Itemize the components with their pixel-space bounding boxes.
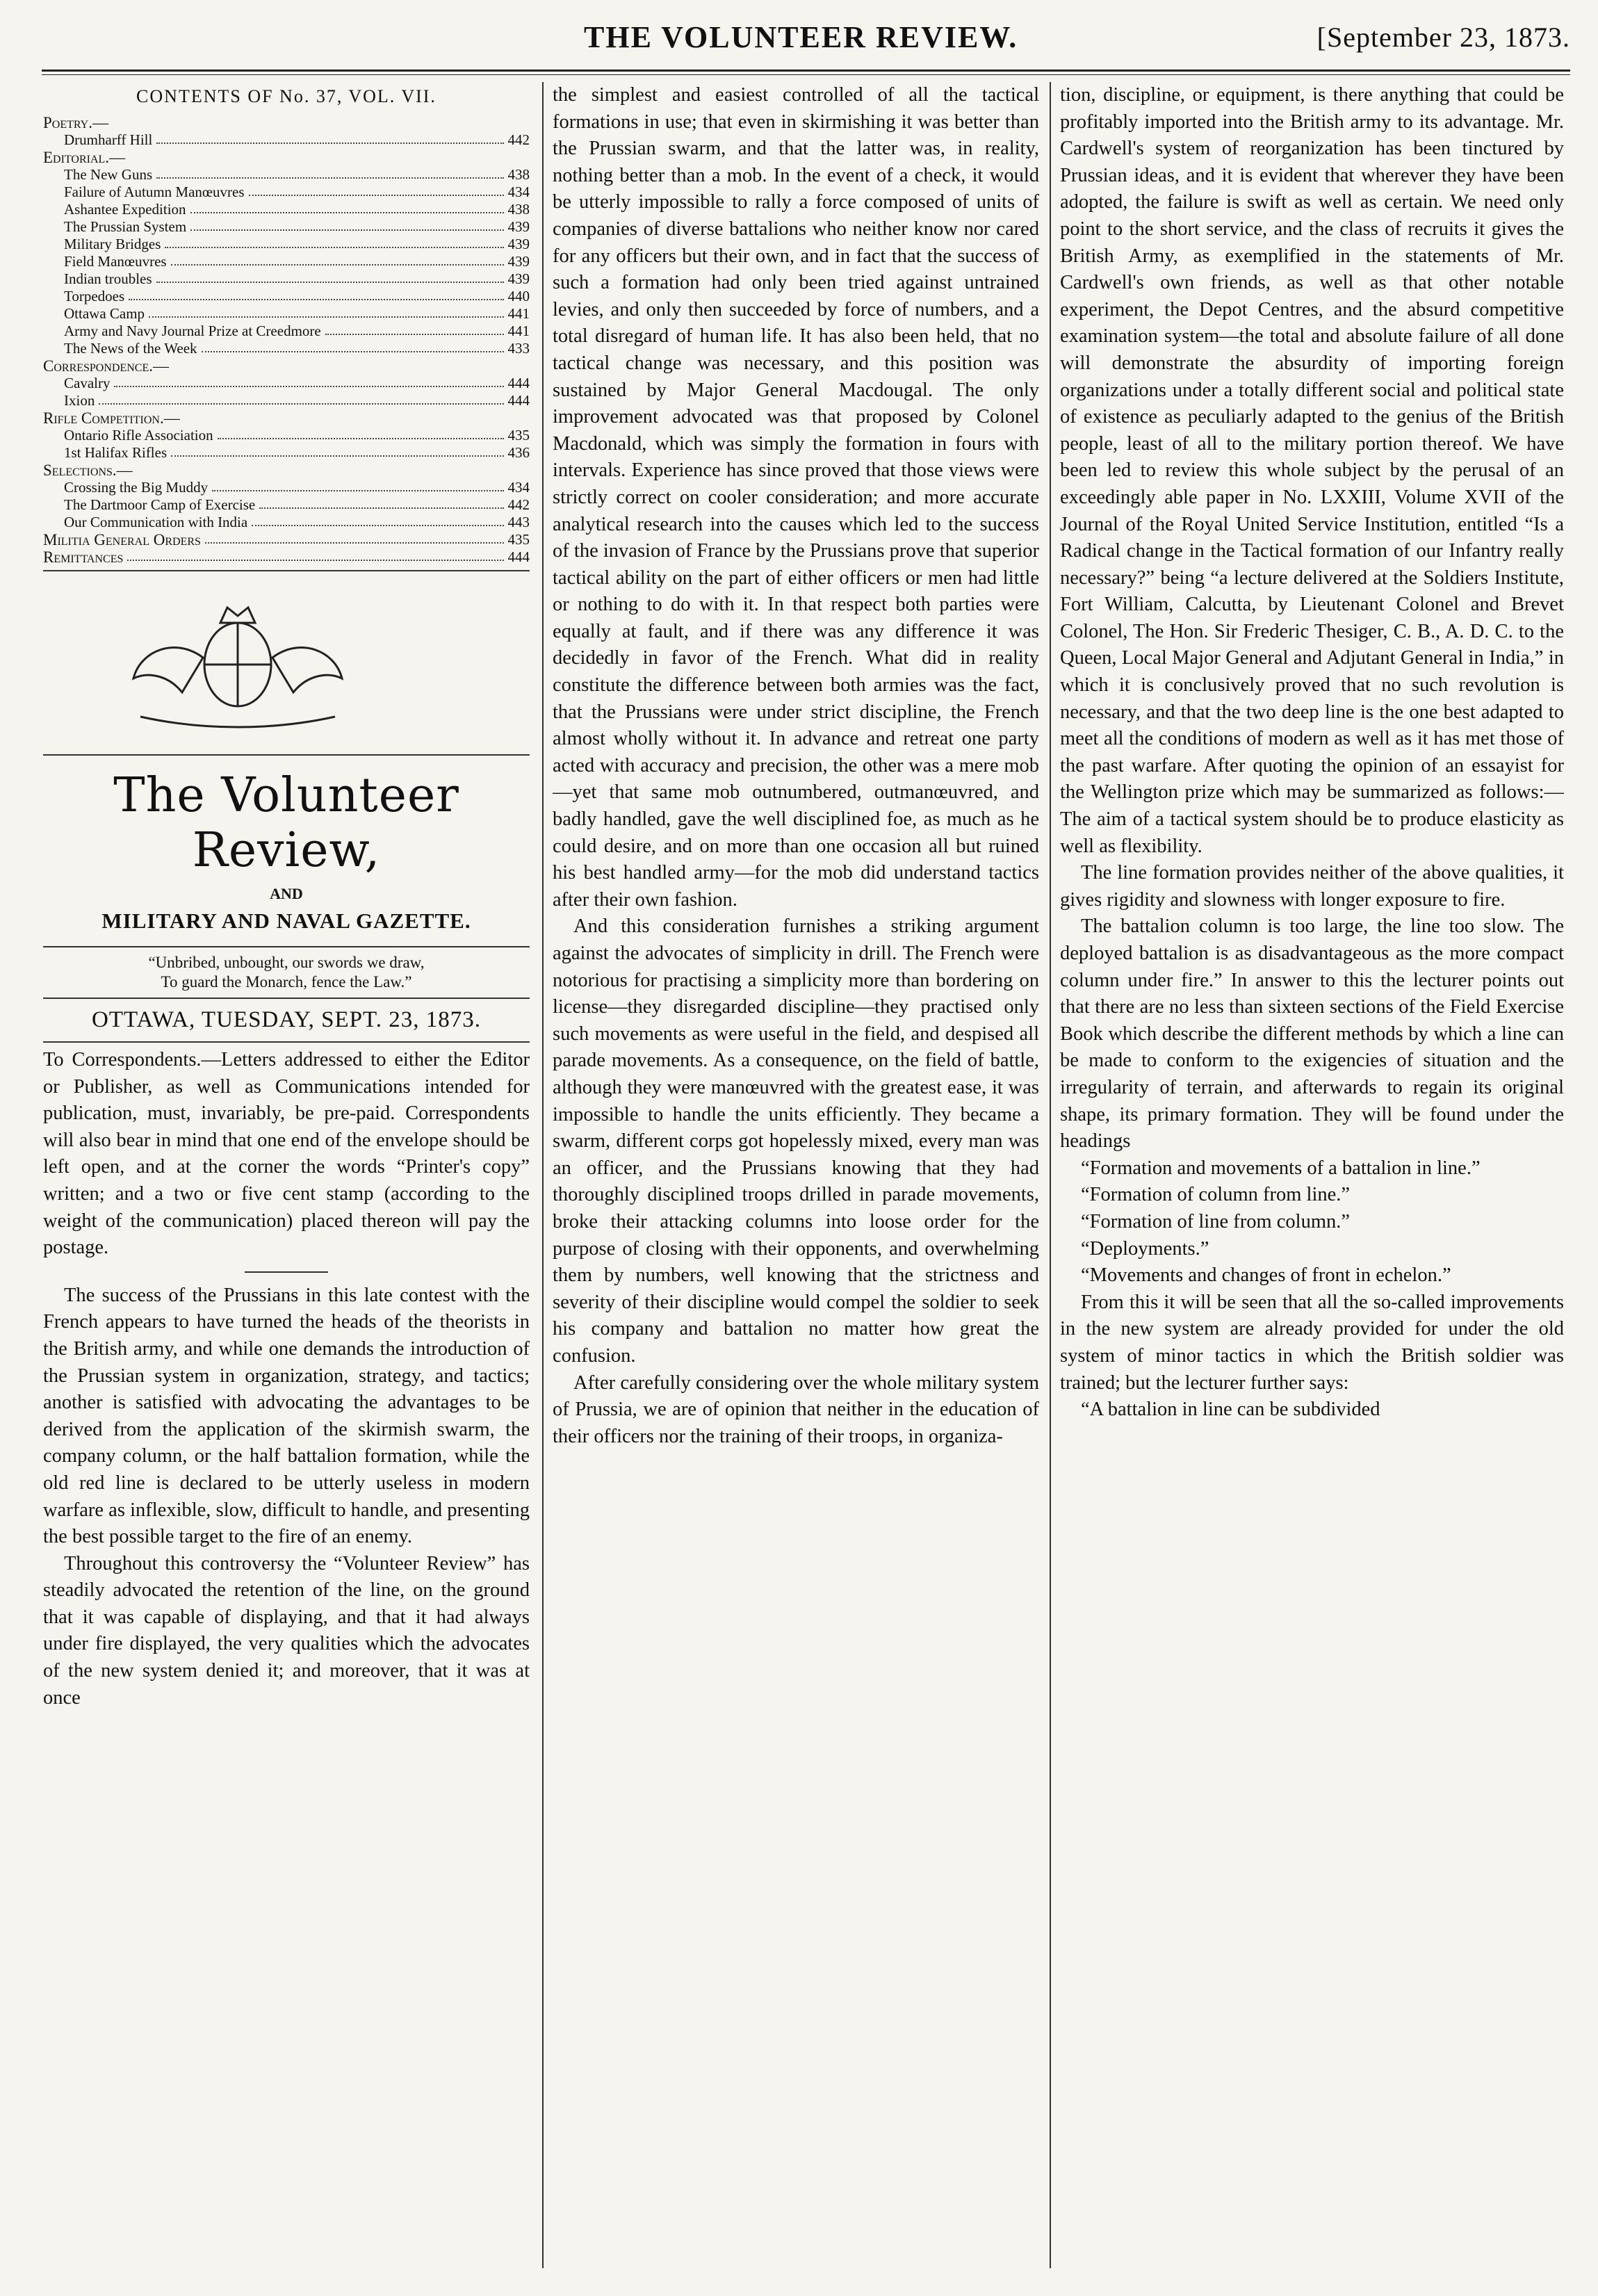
- article-paragraph: From this it will be seen that all the so-called improvements in the new system are already provided for under the old system of minor tactics in which the British soldier was trained; but the lecturer further says:: [1060, 1291, 1564, 1394]
- leader-dots: [99, 392, 503, 405]
- contents-entry-title: Drumharff Hill: [64, 131, 153, 148]
- contents-entry: [43, 375, 530, 392]
- quoted-heading: “Formation of column from line.”: [1081, 1184, 1351, 1206]
- quoted-heading: “Deployments.”: [1081, 1237, 1209, 1260]
- contents-entry-title: Militia General Orders: [43, 531, 201, 548]
- column-2: [553, 82, 1039, 2282]
- contents-entry-page: 440: [507, 288, 530, 304]
- contents-entry: [43, 392, 530, 409]
- article-paragraph: The success of the Prussians in this late contest with the French appears to have turned the heads of the theorists in the British army, and while one demands the introduction of the Prussian system in organization, strategy, and tactics; another is satisfied with advocating the advantages to be derived from the application of the skirmish swarm, the company column, or the half battalion formation, while the old red line is declared to be utterly useless in modern warfare as inflexible, slow, difficult to handle, and presenting the best possible target to the fire of an enemy.: [43, 1284, 530, 1548]
- dateline: OTTAWA, TUESDAY, SEPT. 23, 1873.: [92, 1007, 481, 1032]
- article-paragraph: After carefully considering over the whole military system of Prussia, we are of opinion that neither in the education of their officers nor the training of their troops, in organiza-: [553, 1371, 1039, 1447]
- contents-entry-title: The Prussian System: [64, 218, 187, 235]
- contents-entry: [43, 236, 530, 253]
- leader-dots: [156, 131, 503, 144]
- contents-section-heading: Selections.—: [43, 462, 133, 479]
- article-paragraph: The battalion column is too large, the line too slow. The deployed battalion is as disadvantageous as the more compact column under fire.” In answer to this the lecturer points out that there are no less than sixteen sections of the Field Exercise Book which describe the different methods by which a line can be made to conform to the exigencies of situation and the irregularity of terrain, and afterwards to regain its original shape, its primary formation. They will be found under the headings: [1060, 915, 1564, 1153]
- contents-entry: [43, 479, 530, 496]
- contents-entry: [43, 514, 530, 531]
- contents-section-heading: Correspondence.—: [43, 357, 169, 375]
- contents-entry: [43, 305, 530, 323]
- article-paragraph: tion, discipline, or equipment, is there anything that could be profitably imported into the British army to its advantage. Mr. Cardwell's system of reorganization has been tinctured by Prussian ideas, and it is evident that wherever they have been adopted, the failure is swift as well as certain. We need only point to the short service, and the class of recruits it gives the British Army, as exemplified in the statements of Mr. Cardwell's own friends, as well as that other notable experiment, the Depot Centres, and the absurd competitive examination system—the total and absolute failure of all done will demonstrate the absurdity of importing foreign organizations under a totally different social and political state of existence as peculiarly adapted to the genius of the British people, least of all to the military portion thereof. We have been led to review this whole subject by the perusal of an exceedingly able paper in No. LXXIII, Volume XVII of the Journal of the Royal United Service Institution, entitled “Is a Radical change in the Tactical formation of our Infantry really necessary?” being “a lecture delivered at the Soldiers Institute, Fort William, Calcutta, by Lieutenant Colonel and Brevet Colonel, The Hon. Sir Frederic Thesiger, C. B., A. D. C. to the Queen, Local Major General and Adjutant General in India,” in which it is conclusively proved that no such revolution is necessary, and that the two deep line is the one best adapted to meet all the conditions of modern as well as it has met those of the past warfare. After quoting the opinion of an essayist for the Wellington prize which may be summarized as follows:—The aim of a tactical system should be to produce elasticity as well as flexibility.: [1060, 84, 1564, 857]
- contents-entry-title: Torpedoes: [64, 288, 125, 304]
- article-paragraph: Throughout this controversy the “Volunteer Review” has steadily advocated the retention of the line, on the ground that it was capable of displaying, and that it had always under fire displayed, the very qualities which the advocates of the new system denied it; and moreover, that it was at once: [43, 1552, 530, 1709]
- leader-dots: [202, 340, 504, 352]
- contents-entry-title: The News of the Week: [64, 340, 197, 357]
- leader-dots: [156, 166, 503, 179]
- leader-dots: [252, 514, 503, 526]
- contents-entry: [43, 253, 530, 270]
- contents-entry-page: 436: [507, 444, 530, 461]
- contents-entry: [43, 166, 530, 184]
- running-date: [September 23, 1873.: [1316, 22, 1570, 53]
- leader-dots: [325, 323, 504, 335]
- contents-entry-page: 444: [507, 375, 530, 391]
- contents-section-heading: [43, 531, 530, 548]
- contents-entry: [43, 131, 530, 149]
- leader-dots: [249, 184, 504, 196]
- contents-list: [43, 114, 530, 566]
- divider: [43, 946, 530, 947]
- contents-entry-page: 441: [507, 305, 530, 322]
- contents-entry-page: 439: [507, 253, 530, 270]
- leader-dots: [114, 375, 503, 387]
- leader-dots: [190, 201, 504, 213]
- contents-entry: [43, 184, 530, 201]
- contents-entry-title: Ottawa Camp: [64, 305, 145, 322]
- contents-entry-page: 435: [507, 427, 530, 443]
- column-3: [1060, 82, 1564, 2282]
- contents-entry-title: Ashantee Expedition: [64, 201, 186, 218]
- leader-dots: [171, 444, 503, 457]
- column-rule: [542, 82, 544, 2268]
- leader-dots: [218, 427, 504, 439]
- contents-entry-page: 435: [507, 531, 530, 548]
- quoted-heading: “Formation of line from column.”: [1081, 1210, 1351, 1232]
- divider: [43, 570, 530, 571]
- contents-entry: [43, 340, 530, 357]
- leader-dots: [165, 236, 503, 248]
- contents-entry-page: 438: [507, 166, 530, 183]
- contents-entry-title: Military Bridges: [64, 236, 161, 252]
- column-1: [43, 82, 530, 2282]
- header-rule: [42, 70, 1570, 75]
- column-rule: [1050, 82, 1051, 2268]
- contents-section-heading: [43, 548, 530, 566]
- leader-dots: [171, 253, 504, 266]
- correspondents-notice: To Correspondents.—Letters addressed to either the Editor or Publisher, as well as Communications intended for publication, must, invariably, be pre-paid. Correspondents will also bear in mind that one end of the envelope should be left open, and at the corner the words “Printer's copy” written; and a two or five cent stamp (according to the weight of the communication) placed thereon will pay the postage.: [43, 1049, 530, 1259]
- running-title: THE VOLUNTEER REVIEW.: [584, 20, 1018, 54]
- leader-dots: [127, 548, 503, 561]
- contents-entry-page: 433: [507, 340, 530, 357]
- leader-dots: [205, 531, 504, 544]
- contents-entry: [43, 288, 530, 305]
- masthead-title: The Volunteer Review,: [113, 768, 459, 878]
- motto: [57, 953, 516, 992]
- contents-entry-title: Indian troubles: [64, 270, 152, 287]
- contents-entry-page: 444: [507, 548, 530, 565]
- divider: [43, 1041, 530, 1043]
- contents-entry-title: Field Manœuvres: [64, 253, 167, 270]
- masthead-subtitle: MILITARY AND NAVAL GAZETTE.: [101, 909, 471, 933]
- leader-dots: [212, 479, 503, 491]
- contents-entry-page: 439: [507, 270, 530, 287]
- contents-entry-title: Ixion: [64, 392, 95, 409]
- article-paragraph: And this consideration furnishes a striking argument against the advocates of simplicity in drill. The French were notorious for practising a simplicity more than bordering on license—they disregarded discipline—they practised only such movements as were useful in the field, and despised all parade movements. As a consequence, on the field of battle, although they were manœuvred with the greatest ease, it was impossible to handle the units efficiently. They became a swarm, different corps got hopelessly mixed, every man was an officer, and the Prussians knowing that they had thoroughly disciplined troops drilled in parade movements, broke their attacking columns into loose order for the purpose of closing with their opponents, and overwhelming them by numbers, well knowing that the strictness and severity of their discipline would compel the soldier to seek his company and battalion no matter how great the confusion.: [553, 915, 1039, 1367]
- contents-entry-title: Crossing the Big Muddy: [64, 479, 209, 496]
- quoted-heading: “Formation and movements of a battalion in line.”: [1081, 1157, 1481, 1179]
- divider: [43, 754, 530, 756]
- contents-entry: [43, 427, 530, 444]
- leader-dots: [259, 496, 503, 509]
- leader-dots: [156, 270, 504, 283]
- contents-entry-page: 442: [507, 131, 530, 148]
- contents-entry-page: 443: [507, 514, 530, 530]
- contents-entry-title: 1st Halifax Rifles: [64, 444, 168, 461]
- article-paragraph: The line formation provides neither of the above qualities, it gives rigidity and slowness with longer exposure to fire.: [1060, 862, 1564, 911]
- contents-entry: [43, 201, 530, 218]
- contents-entry-title: The Dartmoor Camp of Exercise: [64, 496, 256, 513]
- royal-crest-icon: [43, 595, 432, 734]
- motto-line-2: To guard the Monarch, fence the Law.”: [161, 973, 412, 991]
- contents-entry-title: Our Communication with India: [64, 514, 248, 530]
- leader-dots: [129, 288, 503, 300]
- contents-entry-page: 434: [507, 479, 530, 496]
- contents-entry: [43, 496, 530, 514]
- contents-title: CONTENTS OF No. 37, VOL. VII.: [136, 86, 437, 106]
- contents-entry: [43, 270, 530, 288]
- divider: [43, 998, 530, 999]
- quoted-heading: “Movements and changes of front in echelon.”: [1081, 1264, 1451, 1287]
- contents-section-heading: Rifle Competition.—: [43, 409, 180, 427]
- contents-entry-page: 434: [507, 184, 530, 200]
- contents-entry-title: Remittances: [43, 548, 124, 566]
- contents-section-heading: Editorial.—: [43, 149, 126, 166]
- article-paragraph: the simplest and easiest controlled of all the tactical formations in use; that even in skirmishing it was better than the Prussian swarm, and that the latter was, in reality, nothing better than a mob. In the event of a check, it would be utterly impossible to rally a force composed of units of companies of diverse battalions who neither know nor cared for any officers but their own, and in fact that the success of such a formation had only been tried against untrained levies, and only then succeeded by force of numbers, and a total disregard of human life. It has also been held, that no tactical change was necessary, and this position was sustained by Major General Macdougal. The only improvement advocated was that proposed by Colonel Macdonald, which was simply the formation in fours with intervals. Experience has since proved that those views were strictly correct on cooler consideration; and more accurate analytical research into the causes which led to the success of the invasion of France by the Prussians prove that superior tactical ability on the part of either officers or men had little or nothing to do with it. In that respect both parties were equally at fault, and if there was any difference it was decidedly in favor of the French. What did in reality constitute the difference between both armies was the fact, that the Prussians were under strict discipline, the French almost wholly without it. In advance and retreat one party acted with accuracy and precision, the other was a mere mob—yet that same mob outnumbered, outmanœuvred, and badly handled, gave the well disciplined foe, as much as he could desire, and on more than one occasion all but ruined his best handled army—for the mob did understand tactics after their own fashion.: [553, 84, 1039, 911]
- contents-entry-page: 442: [507, 496, 530, 513]
- divider: [245, 1271, 328, 1273]
- contents-entry: [43, 323, 530, 340]
- contents-entry-title: Cavalry: [64, 375, 111, 391]
- contents-entry-title: Ontario Rifle Association: [64, 427, 213, 443]
- contents-entry-page: 441: [507, 323, 530, 339]
- leader-dots: [190, 218, 503, 231]
- article-paragraph: “A battalion in line can be subdivided: [1081, 1399, 1380, 1421]
- contents-entry-page: 438: [507, 201, 530, 218]
- contents-entry-title: Army and Navy Journal Prize at Creedmore: [64, 323, 321, 339]
- contents-entry-page: 439: [507, 218, 530, 235]
- contents-entry-title: The New Guns: [64, 166, 153, 183]
- contents-entry-page: 439: [507, 236, 530, 252]
- masthead-and: AND: [270, 885, 303, 902]
- running-head: [42, 15, 1570, 64]
- motto-line-1: “Unbribed, unbought, our swords we draw,: [148, 954, 425, 971]
- contents-entry: [43, 444, 530, 462]
- contents-entry: [43, 218, 530, 236]
- contents-entry-page: 444: [507, 392, 530, 409]
- contents-section-heading: Poetry.—: [43, 114, 108, 131]
- leader-dots: [149, 305, 503, 318]
- contents-entry-title: Failure of Autumn Manœuvres: [64, 184, 245, 200]
